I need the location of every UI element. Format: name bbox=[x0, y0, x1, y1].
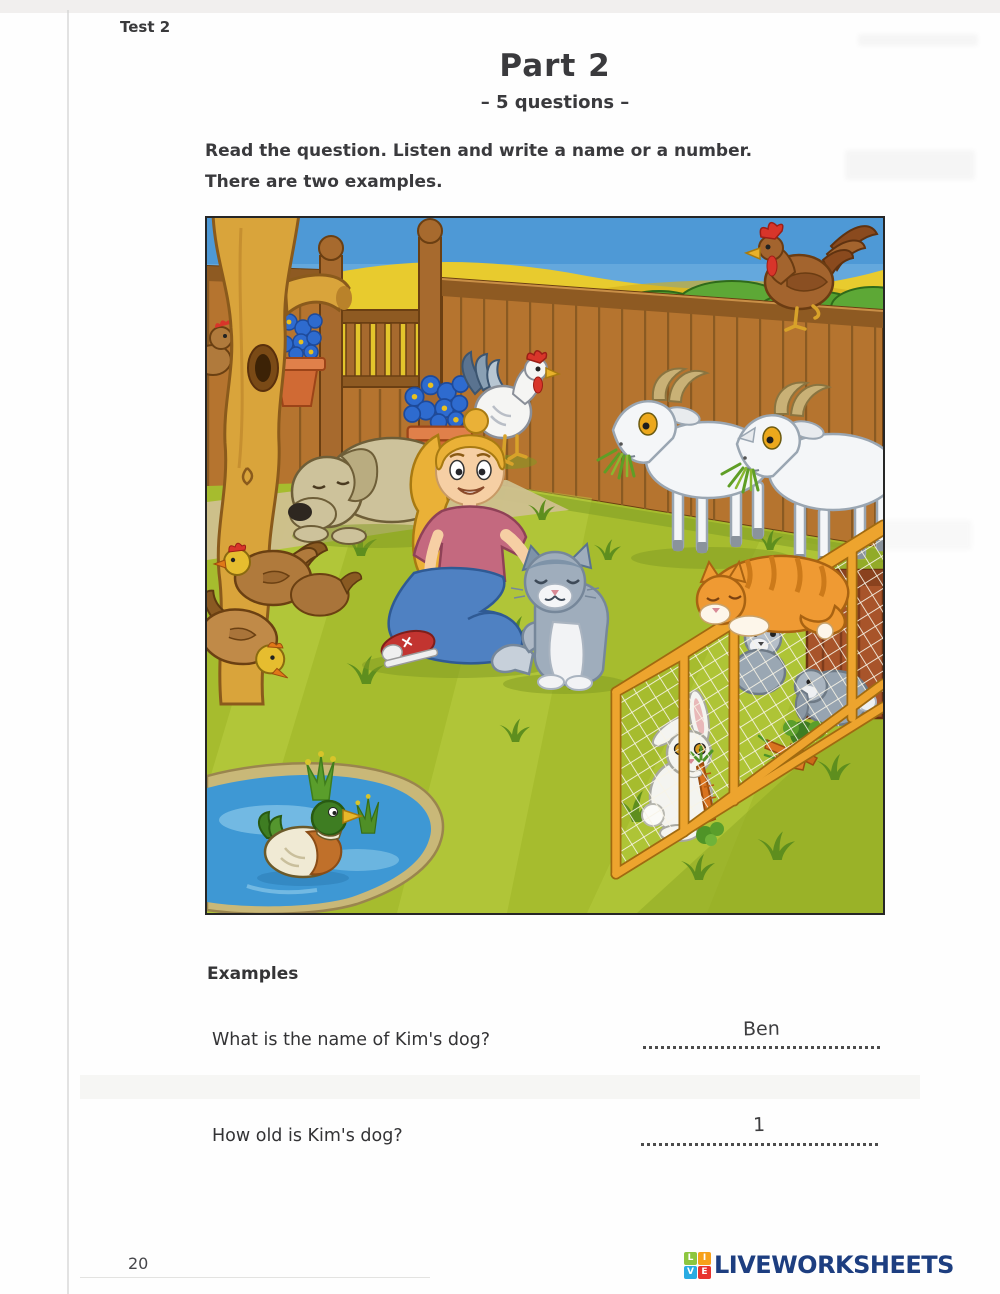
garden-scene-illustration bbox=[205, 216, 885, 915]
test-label: Test 2 bbox=[120, 18, 171, 36]
liveworksheets-logo[interactable] bbox=[684, 1251, 954, 1279]
scan-edge-line bbox=[67, 10, 69, 1294]
page-subtitle: – 5 questions – bbox=[480, 92, 630, 113]
scan-top-band bbox=[0, 0, 1000, 13]
logo-square-l: L bbox=[684, 1252, 697, 1265]
answer-text-1: Ben bbox=[742, 1017, 781, 1041]
instruction-line-2: There are two examples. bbox=[205, 172, 443, 192]
instruction-line-1: Read the question. Listen and write a name or a number. bbox=[205, 141, 753, 161]
answer-line-1[interactable] bbox=[643, 1046, 880, 1049]
scan-artifact bbox=[80, 1277, 430, 1278]
page-title: Part 2 bbox=[499, 48, 611, 84]
logo-squares bbox=[684, 1252, 711, 1279]
logo-square-i: I bbox=[698, 1252, 711, 1265]
brand-text: LIVEWORKSHEETS bbox=[714, 1251, 954, 1279]
garden-scene bbox=[207, 218, 883, 913]
answer-text-2: 1 bbox=[753, 1113, 766, 1137]
answer-line-2[interactable] bbox=[641, 1143, 878, 1146]
scan-artifact bbox=[858, 34, 978, 46]
example-answer-1[interactable] bbox=[643, 1018, 880, 1040]
logo-square-v: V bbox=[684, 1266, 697, 1279]
example-question-2: How old is Kim's dog? bbox=[212, 1126, 403, 1146]
examples-heading: Examples bbox=[207, 964, 299, 984]
example-question-1: What is the name of Kim's dog? bbox=[212, 1030, 491, 1050]
page-number: 20 bbox=[128, 1254, 149, 1273]
example-answer-2[interactable] bbox=[641, 1114, 878, 1136]
logo-square-e: E bbox=[698, 1266, 711, 1279]
scan-artifact bbox=[80, 1075, 920, 1099]
